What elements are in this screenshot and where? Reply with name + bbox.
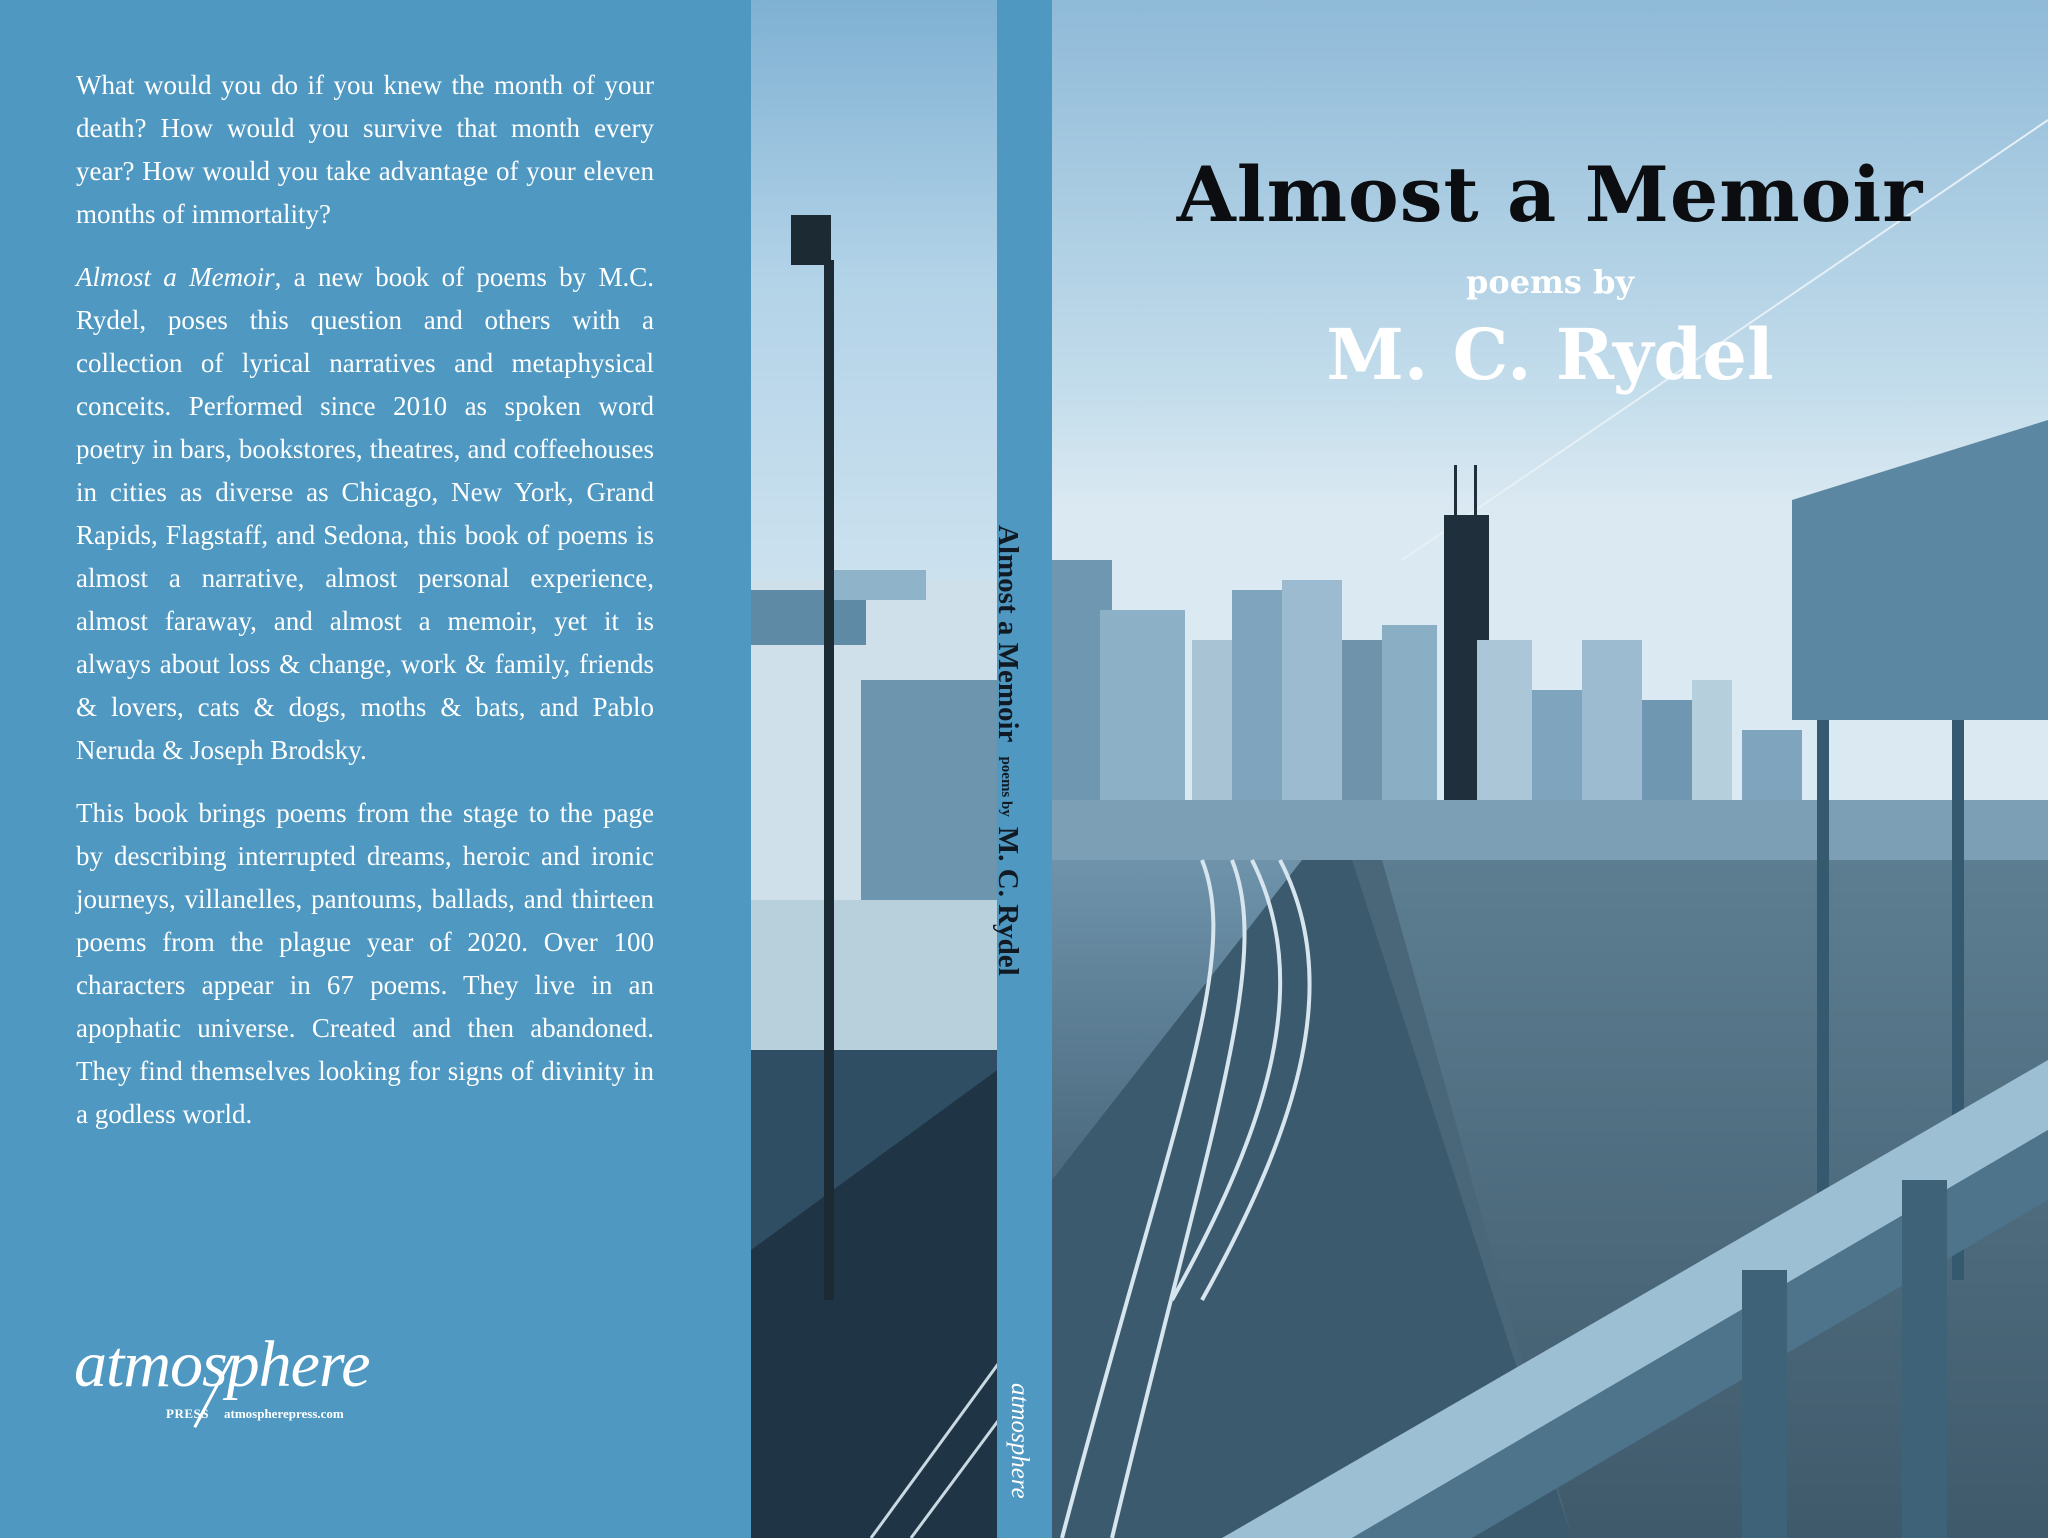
spine-author: M. C. Rydel [992, 826, 1024, 976]
light-pole [824, 260, 834, 1300]
blurb-text-2: , a new book of poems by M.C. Rydel, poses this question and others with a collection of lyrical narratives and metaphysical conceits. Performed since 2010 as spoken word poetry in bars, bookstores, theatres, and coffeehouses in cities as diverse as Chicago, New York, Grand Rapids, Flagstaff, and Sedona, this book of poems is almost a narrative, almost personal experience, almost faraway, and almost a memoir, yet it is always about loss & change, work & family, friends & lovers, cats & dogs, moths & bats, and Pablo Neruda & Joseph Brodsky. [76, 262, 655, 765]
publisher-press-label: PRESS [166, 1406, 209, 1421]
publisher-wordmark: atmosphere [74, 1328, 370, 1401]
spine-roof [831, 570, 926, 600]
blurb-paragraph-3 [76, 792, 654, 1136]
front-cover-author: M. C. Rydel [1326, 313, 1774, 396]
spine-book-title: Almost a Memoir [992, 525, 1024, 743]
spine-publisher-logo: atmosphere [1006, 1383, 1033, 1499]
publisher-url: atmospherepress.com [224, 1406, 344, 1421]
blurb-paragraph-1 [76, 64, 654, 236]
spine-title [991, 525, 1024, 976]
front-cover-title: Almost a Memoir [1176, 150, 1924, 239]
blurb-text-3: This book brings poems from the stage to the page by describing interrupted dreams, heroic and ironic journeys, villanelles, pantoums, ballads, and thirteen poems from the plague year of 2020. Over 100 characters appear in 67 poems. They live in an apophatic universe. Created and then abandoned. They find themselves looking for signs of divinity in a godless world. [76, 798, 654, 1129]
blurb-paragraph-2 [76, 256, 654, 772]
light-pole-lamp [791, 215, 831, 265]
publisher-logo [74, 1330, 394, 1430]
blurb-book-title: Almost a Memoir [76, 262, 275, 292]
blurb-text-1: What would you do if you knew the month of your death? How would you survive that month every year? How would you take advantage of your eleven months of immortality? [76, 70, 654, 229]
spine-poems-by: poems by [998, 756, 1015, 817]
back-cover-blurb [76, 64, 654, 1156]
front-cover-poems-by: poems by [1465, 263, 1635, 301]
spine-building-shadow [861, 680, 1001, 900]
